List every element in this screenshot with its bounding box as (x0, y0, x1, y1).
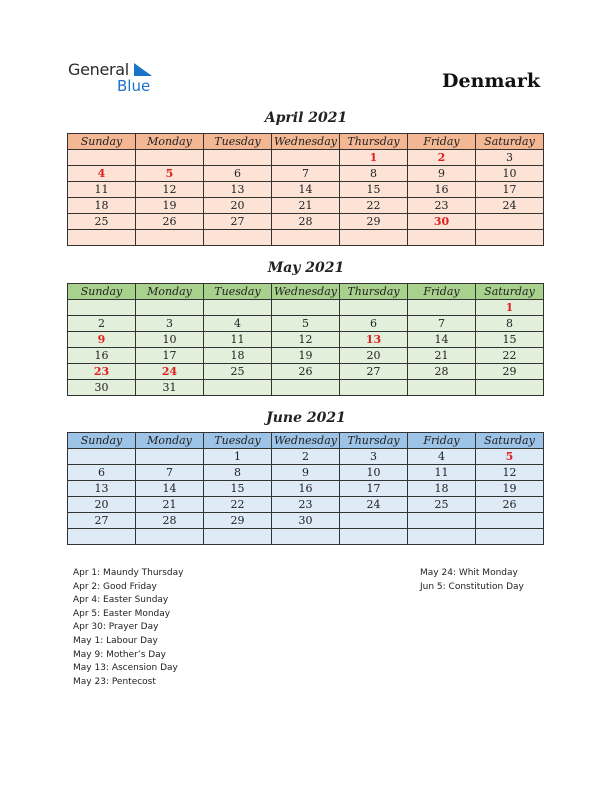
day-cell: 21 (272, 198, 340, 214)
day-cell: 10 (340, 465, 408, 481)
day-cell (340, 529, 408, 545)
day-cell: 27 (204, 214, 272, 230)
day-cell: 24 (136, 364, 204, 380)
weekday-header: Thursday (340, 284, 408, 300)
weekday-header: Friday (408, 284, 476, 300)
holiday-item: Apr 30: Prayer Day (73, 622, 159, 633)
day-cell (272, 300, 340, 316)
day-cell: 1 (204, 449, 272, 465)
holiday-item: Jun 5: Constitution Day (420, 581, 524, 592)
week-row (68, 300, 544, 316)
weekday-header-row (68, 284, 544, 300)
day-cell: 5 (136, 166, 204, 182)
day-cell: 17 (476, 182, 544, 198)
week-row (68, 481, 544, 497)
day-cell: 21 (408, 348, 476, 364)
day-cell (340, 230, 408, 246)
weekday-header: Monday (136, 284, 204, 300)
month-calendar-table (67, 283, 544, 396)
day-cell (68, 300, 136, 316)
day-cell (68, 529, 136, 545)
day-cell: 17 (136, 348, 204, 364)
day-cell: 28 (408, 364, 476, 380)
day-cell (476, 513, 544, 529)
day-cell (476, 380, 544, 396)
day-cell: 9 (68, 332, 136, 348)
day-cell (136, 449, 204, 465)
day-cell: 27 (340, 364, 408, 380)
day-cell (136, 300, 204, 316)
weekday-header: Saturday (476, 134, 544, 150)
day-cell (476, 214, 544, 230)
day-cell (204, 380, 272, 396)
weekday-header: Monday (136, 134, 204, 150)
month-calendar-table (67, 133, 544, 246)
day-cell (204, 150, 272, 166)
day-cell: 6 (340, 316, 408, 332)
holiday-item: May 1: Labour Day (73, 635, 158, 646)
weekday-header: Tuesday (204, 284, 272, 300)
day-cell: 20 (340, 348, 408, 364)
day-cell: 7 (272, 166, 340, 182)
weekday-header-row (68, 433, 544, 449)
week-row (68, 348, 544, 364)
day-cell: 19 (136, 198, 204, 214)
day-cell (340, 300, 408, 316)
day-cell: 21 (136, 497, 204, 513)
weekday-header: Sunday (68, 134, 136, 150)
day-cell (68, 230, 136, 246)
day-cell (68, 150, 136, 166)
day-cell (272, 230, 340, 246)
day-cell: 22 (340, 198, 408, 214)
day-cell: 8 (204, 465, 272, 481)
day-cell: 23 (408, 198, 476, 214)
week-row (68, 214, 544, 230)
day-cell (136, 230, 204, 246)
day-cell: 11 (68, 182, 136, 198)
day-cell: 5 (272, 316, 340, 332)
logo-text-blue: Blue (117, 77, 151, 95)
day-cell: 2 (272, 449, 340, 465)
day-cell: 30 (408, 214, 476, 230)
day-cell (476, 529, 544, 545)
day-cell: 25 (408, 497, 476, 513)
day-cell (476, 230, 544, 246)
day-cell (204, 230, 272, 246)
weekday-header: Wednesday (272, 284, 340, 300)
holiday-item: Apr 5: Easter Monday (73, 608, 171, 619)
day-cell: 2 (68, 316, 136, 332)
day-cell (68, 449, 136, 465)
day-cell: 13 (204, 182, 272, 198)
day-cell: 12 (136, 182, 204, 198)
day-cell: 8 (476, 316, 544, 332)
day-cell: 24 (476, 198, 544, 214)
day-cell: 20 (204, 198, 272, 214)
day-cell: 7 (408, 316, 476, 332)
logo-text-general: General (68, 60, 129, 79)
day-cell: 24 (340, 497, 408, 513)
day-cell: 10 (476, 166, 544, 182)
day-cell: 11 (408, 465, 476, 481)
week-row (68, 529, 544, 545)
day-cell: 9 (272, 465, 340, 481)
week-row (68, 150, 544, 166)
weekday-header: Saturday (476, 433, 544, 449)
day-cell: 3 (476, 150, 544, 166)
day-cell: 26 (476, 497, 544, 513)
day-cell: 29 (476, 364, 544, 380)
week-row (68, 230, 544, 246)
day-cell: 25 (204, 364, 272, 380)
day-cell: 16 (408, 182, 476, 198)
day-cell: 9 (408, 166, 476, 182)
holiday-item: Apr 1: Maundy Thursday (73, 568, 184, 578)
week-row (68, 380, 544, 396)
day-cell: 15 (204, 481, 272, 497)
day-cell (340, 513, 408, 529)
day-cell (272, 150, 340, 166)
day-cell: 19 (272, 348, 340, 364)
day-cell (204, 529, 272, 545)
day-cell: 12 (476, 465, 544, 481)
day-cell: 1 (476, 300, 544, 316)
day-cell (408, 529, 476, 545)
month-calendar-table (67, 432, 544, 545)
day-cell (204, 300, 272, 316)
day-cell: 14 (272, 182, 340, 198)
day-cell (136, 150, 204, 166)
day-cell: 1 (340, 150, 408, 166)
week-row (68, 465, 544, 481)
week-row (68, 497, 544, 513)
weekday-header: Sunday (68, 284, 136, 300)
day-cell: 7 (136, 465, 204, 481)
week-row (68, 316, 544, 332)
day-cell: 29 (204, 513, 272, 529)
day-cell: 30 (272, 513, 340, 529)
week-row (68, 513, 544, 529)
day-cell: 3 (340, 449, 408, 465)
week-row (68, 166, 544, 182)
week-row (68, 364, 544, 380)
day-cell: 23 (272, 497, 340, 513)
holiday-item: May 9: Mother’s Day (73, 649, 167, 660)
weekday-header: Tuesday (204, 134, 272, 150)
day-cell (272, 529, 340, 545)
day-cell: 29 (340, 214, 408, 230)
day-cell: 13 (68, 481, 136, 497)
week-row (68, 198, 544, 214)
day-cell: 10 (136, 332, 204, 348)
day-cell: 14 (408, 332, 476, 348)
weekday-header: Wednesday (272, 433, 340, 449)
day-cell: 16 (68, 348, 136, 364)
logo-triangle-icon (134, 63, 154, 77)
day-cell: 31 (136, 380, 204, 396)
day-cell: 30 (68, 380, 136, 396)
day-cell: 26 (272, 364, 340, 380)
holiday-list-left (73, 567, 184, 689)
day-cell: 27 (68, 513, 136, 529)
day-cell: 4 (68, 166, 136, 182)
holiday-item: May 13: Ascension Day (73, 663, 178, 674)
day-cell: 4 (204, 316, 272, 332)
holiday-list-right (420, 567, 524, 594)
weekday-header: Thursday (340, 134, 408, 150)
weekday-header: Friday (408, 433, 476, 449)
holiday-item: May 23: Pentecost (73, 676, 156, 687)
day-cell: 25 (68, 214, 136, 230)
day-cell (408, 380, 476, 396)
day-cell: 14 (136, 481, 204, 497)
day-cell: 19 (476, 481, 544, 497)
day-cell: 26 (136, 214, 204, 230)
day-cell (408, 300, 476, 316)
day-cell: 2 (408, 150, 476, 166)
weekday-header: Sunday (68, 433, 136, 449)
day-cell: 15 (476, 332, 544, 348)
holiday-item: Apr 4: Easter Sunday (73, 595, 169, 606)
weekday-header: Saturday (476, 284, 544, 300)
day-cell: 12 (272, 332, 340, 348)
day-cell: 28 (136, 513, 204, 529)
day-cell (408, 513, 476, 529)
month-title: May 2021 (267, 260, 345, 276)
generalblue-logo (68, 60, 168, 100)
day-cell: 17 (340, 481, 408, 497)
day-cell: 22 (476, 348, 544, 364)
week-row (68, 332, 544, 348)
week-row (68, 182, 544, 198)
weekday-header: Monday (136, 433, 204, 449)
country-title: Denmark (442, 70, 540, 92)
weekday-header: Thursday (340, 433, 408, 449)
day-cell: 3 (136, 316, 204, 332)
day-cell: 20 (68, 497, 136, 513)
day-cell: 5 (476, 449, 544, 465)
holiday-item: May 24: Whit Monday (420, 568, 518, 578)
day-cell: 16 (272, 481, 340, 497)
day-cell (272, 380, 340, 396)
day-cell: 15 (340, 182, 408, 198)
weekday-header-row (68, 134, 544, 150)
day-cell: 28 (272, 214, 340, 230)
day-cell (136, 529, 204, 545)
day-cell (340, 380, 408, 396)
month-title: April 2021 (264, 110, 348, 126)
day-cell: 4 (408, 449, 476, 465)
day-cell: 6 (204, 166, 272, 182)
weekday-header: Wednesday (272, 134, 340, 150)
weekday-header: Tuesday (204, 433, 272, 449)
holiday-item: Apr 2: Good Friday (73, 581, 157, 592)
day-cell: 11 (204, 332, 272, 348)
day-cell: 13 (340, 332, 408, 348)
day-cell: 22 (204, 497, 272, 513)
month-title: June 2021 (266, 410, 346, 426)
weekday-header: Friday (408, 134, 476, 150)
day-cell: 18 (408, 481, 476, 497)
day-cell: 18 (204, 348, 272, 364)
day-cell: 8 (340, 166, 408, 182)
day-cell: 6 (68, 465, 136, 481)
day-cell: 18 (68, 198, 136, 214)
week-row (68, 449, 544, 465)
day-cell: 23 (68, 364, 136, 380)
day-cell (408, 230, 476, 246)
